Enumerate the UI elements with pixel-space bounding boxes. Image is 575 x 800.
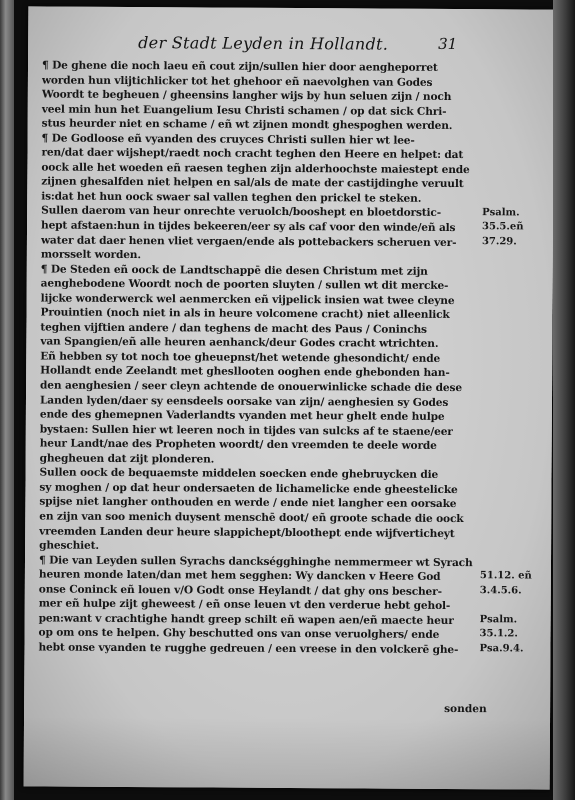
- text-line: Eñ hebben sy tot noch toe gheuepnst/het wetende ghesondicht/ ende: [40, 350, 441, 365]
- margin-note: Psalm.: [479, 614, 518, 626]
- margin-note: 51.12. eñ: [479, 570, 532, 582]
- margin-note: Psalm.: [482, 206, 520, 218]
- text-line: veel min hun het Euangelium Iesu Christi schamen / op dat sick Chri-: [41, 103, 447, 118]
- text-line: ende des ghemepnen Vaderlandts vyanden met heur ghelt ende hulpe: [39, 408, 445, 424]
- text-line: Sullen daerom van heur onrechte veruolch/booshept en bloetdorstic-: [41, 204, 442, 220]
- text-line: stus heurder niet en schame / eñ wt zijnen mondt ghespoghen werden.: [41, 117, 453, 133]
- text-line: ¶ De Godloose eñ vyanden des cruyces Christi sullen hier wt lee-: [41, 132, 415, 147]
- text-line: morsselt worden.: [40, 248, 141, 262]
- margin-note: Psa.9.4.: [479, 643, 524, 655]
- text-line: ghegheuen dat zijt plonderen.: [39, 452, 215, 466]
- text-line: en zijn van soo menich duysent menschē doot/ eñ groote schade die oock: [39, 510, 464, 526]
- margin-note: 35.1.2.: [479, 628, 518, 640]
- text-line: onse Coninck eñ louen v/O Godt onse Heylandt / dat ghy ons bescher-: [38, 583, 442, 598]
- text-line: Landen lyden/daer sy eensdeels oorsake van zijn/ aenghesien sy Godes: [39, 394, 449, 409]
- running-head: der Stadt Leyden in Hollandt.: [138, 33, 389, 54]
- text-line: Woordt te begheuen / gheensins langher wijs by hun seluen zijn / noch: [41, 88, 452, 104]
- text-line: ¶ Die van Leyden sullen Syrachs danckségghinghe nemmermeer wt Syrach: [38, 554, 473, 569]
- text-line: zijnen ghesalfden niet helpen en sal/als de mate der castijdinghe veruult: [41, 175, 464, 191]
- text-line: lijcke wonderwerck wel aenmercken eñ vijpelick insien wat twee cleyne: [40, 292, 455, 307]
- text-line: ¶ De ghene die noch laeu eñ cout zijn/sullen hier door aengheporret: [41, 59, 438, 74]
- text-line: bystaen: Sullen hier wt leeren noch in tijdes van sulcks af te staene/eer: [39, 423, 453, 438]
- text-line: is:dat het hun oock swaer sal vallen teghen den prickel te steken.: [41, 190, 422, 205]
- text-line: spijse niet langher onthouden en werde / ende niet langher een oorsake: [39, 495, 457, 511]
- body-text: [38, 58, 484, 657]
- text-line: worden hun vlijtichlicker tot het ghehoor eñ naevolghen van Godes: [41, 74, 433, 89]
- text-line: van Spangien/eñ alle heuren aenhanck/deur Godes cracht wtrichten.: [40, 335, 439, 351]
- text-line: water dat daer henen vliet vergaen/ende als pottebackers scheruen ver-: [40, 234, 457, 249]
- page-number: 31: [438, 34, 458, 54]
- text-line: Sullen oock de bequaemste middelen soecken ende ghebruycken die: [39, 466, 439, 482]
- text-line: gheschiet.: [39, 539, 99, 552]
- text-line: heuren monde laten/dan met hem segghen: Wy dancken v Heere God: [38, 568, 441, 584]
- text-line: heur Landt/nae des Propheten woordt/ den vreemden te deele worde: [39, 437, 437, 453]
- text-line: pen:want v crachtighe handt greep schilt eñ wapen aen/eñ maecte heur: [38, 612, 454, 627]
- text-line: Prouintien (noch niet in als in heure volcomene cracht) niet alleenlick: [40, 306, 450, 322]
- text-line: oock alle het woeden eñ raesen teghen zijn alderhoochste maiestept ende: [41, 161, 470, 176]
- text-line: sy moghen / op dat heur ondersaeten de lichamelicke ende gheestelicke: [39, 481, 458, 496]
- text-line: hebt onse vyanden te rugghe gedreuen / een vreese in den volckerē ghe-: [38, 641, 459, 656]
- text-line: aenghebodene Woordt noch de poorten sluyten / sullen wt dit mercke-: [40, 277, 449, 293]
- text-line: ren/dat daer wijshept/raedt noch cracht teghen den Heere en helpet: dat: [41, 146, 464, 162]
- text-line: mer eñ hulpe zijt gheweest / eñ onse leuen vt den verderue hebt gehol-: [38, 597, 451, 613]
- page-shading: [24, 716, 550, 789]
- page-gutter-shadow: [553, 0, 575, 800]
- margin-note: 37.29.: [481, 235, 517, 247]
- margin-note: 3.4.5.6.: [479, 584, 522, 597]
- text-line: ¶ De Steden eñ oock de Landtschappē die desen Christum met zijn: [40, 263, 428, 278]
- text-line: teghen vijftien andere / dan teghens de macht des Paus / Coninchs: [40, 321, 427, 336]
- text-line: hept afstaen:hun in tijdes bekeeren/eer sy als caf voor den winde/eñ als: [41, 219, 456, 235]
- catchword: sonden: [444, 702, 487, 716]
- facing-page-edge: [0, 0, 14, 800]
- book-page: [24, 6, 555, 789]
- text-line: vreemden Landen deur heure slappichept/bloothept ende wijfverticheyt: [39, 524, 455, 540]
- text-line: Hollandt ende Zeelandt met ghesllooten ooghen ende ghebonden han-: [40, 364, 450, 380]
- text-line: op om ons te helpen. Ghy beschutted ons van onse veruolghers/ ende: [38, 626, 440, 642]
- margin-note: 35.5.eñ: [482, 221, 524, 233]
- text-line: den aenghesien / seer cleyn achtende de onouerwinlicke schade die dese: [40, 379, 462, 395]
